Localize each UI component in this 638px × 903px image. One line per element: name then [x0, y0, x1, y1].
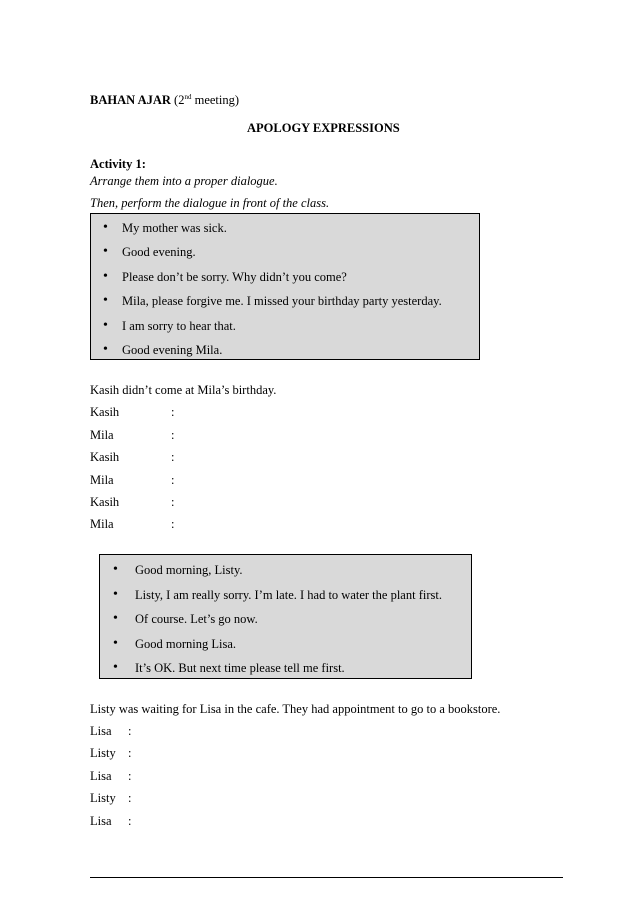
- dialogue-line: [90, 473, 175, 488]
- colon: :: [128, 746, 132, 760]
- bullet-icon: •: [113, 660, 118, 675]
- bullet-icon: •: [103, 342, 108, 357]
- bullet-icon: •: [103, 220, 108, 235]
- speaker-name: Listy: [90, 791, 116, 805]
- word-box-2: [99, 554, 472, 679]
- dialogue-line: [90, 495, 175, 510]
- list-item-text: I am sorry to hear that.: [122, 319, 236, 333]
- dialogue-2-context: Listy was waiting for Lisa in the cafe. They had appointment to go to a bookstore.: [90, 702, 501, 716]
- speaker-name: Listy: [90, 746, 116, 760]
- meeting-sup: nd: [184, 93, 192, 101]
- list-item-text: Good morning, Listy.: [135, 563, 243, 577]
- dialogue-line: [90, 517, 175, 532]
- list-item-text: Good evening Mila.: [122, 343, 223, 357]
- bullet-icon: •: [103, 293, 108, 308]
- footer-divider: [90, 877, 563, 878]
- list-item-text: Listy, I am really sorry. I’m late. I had to water the plant first.: [135, 588, 442, 602]
- header-label: BAHAN AJAR: [90, 93, 171, 107]
- colon: :: [171, 405, 175, 419]
- page-title: APOLOGY EXPRESSIONS: [247, 121, 400, 135]
- colon: :: [171, 450, 175, 464]
- dialogue-line: [90, 450, 175, 465]
- dialogue-line: [90, 405, 175, 420]
- speaker-name: Kasih: [90, 450, 120, 464]
- bullet-icon: •: [113, 611, 118, 626]
- colon: :: [171, 428, 175, 442]
- colon: :: [171, 517, 175, 531]
- dialogue-line: [90, 791, 132, 806]
- list-item-text: Of course. Let’s go now.: [135, 612, 258, 626]
- speaker-name: Kasih: [90, 495, 120, 509]
- speaker-name: Mila: [90, 473, 114, 487]
- speaker-name: Mila: [90, 428, 114, 442]
- speaker-name: Lisa: [90, 814, 112, 828]
- bullet-icon: •: [113, 562, 118, 577]
- speaker-name: Mila: [90, 517, 114, 531]
- bullet-icon: •: [103, 318, 108, 333]
- dialogue-1-context: Kasih didn’t come at Mila’s birthday.: [90, 383, 277, 397]
- colon: :: [128, 791, 132, 805]
- bullet-icon: •: [113, 636, 118, 651]
- speaker-name: Lisa: [90, 724, 112, 738]
- bullet-icon: •: [113, 587, 118, 602]
- dialogue-line: [90, 724, 132, 739]
- activity-heading: Activity 1:: [90, 157, 146, 171]
- dialogue-line: [90, 428, 175, 443]
- header-line: [90, 93, 239, 108]
- speaker-name: Lisa: [90, 769, 112, 783]
- activity-instruction-1: Arrange them into a proper dialogue.: [90, 174, 278, 188]
- colon: :: [128, 724, 132, 738]
- colon: :: [128, 769, 132, 783]
- list-item-text: Please don’t be sorry. Why didn’t you come?: [122, 270, 347, 284]
- bullet-icon: •: [103, 244, 108, 259]
- meeting-open: (2: [174, 93, 185, 107]
- meeting-close: meeting): [191, 93, 240, 107]
- dialogue-line: [90, 814, 132, 829]
- list-item-text: My mother was sick.: [122, 221, 227, 235]
- bullet-icon: •: [103, 269, 108, 284]
- activity-instruction-2: Then, perform the dialogue in front of the class.: [90, 196, 330, 210]
- list-item-text: Good evening.: [122, 245, 196, 259]
- colon: :: [171, 473, 175, 487]
- list-item-text: Good morning Lisa.: [135, 637, 237, 651]
- dialogue-line: [90, 769, 132, 784]
- list-item-text: It’s OK. But next time please tell me first.: [135, 661, 345, 675]
- meeting-note: [174, 93, 239, 107]
- colon: :: [128, 814, 132, 828]
- dialogue-line: [90, 746, 132, 761]
- colon: :: [171, 495, 175, 509]
- list-item-text: Mila, please forgive me. I missed your birthday party yesterday.: [122, 294, 442, 308]
- word-box-1: [90, 213, 480, 360]
- speaker-name: Kasih: [90, 405, 120, 419]
